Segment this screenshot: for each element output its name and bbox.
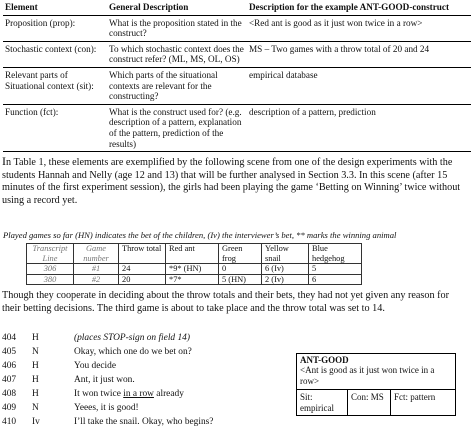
transcript-line bbox=[2, 403, 139, 415]
utterance-before: It won twice bbox=[74, 389, 124, 399]
utterance: You decide bbox=[74, 361, 117, 371]
table-caption: Played games so far (HN) indicates the bet of the children, (Iv) the interviewer’s bet, ** marks the winning animal bbox=[3, 230, 397, 240]
cell-yellow-snail: 6 (Iv) bbox=[262, 264, 309, 275]
table-header bbox=[27, 244, 362, 264]
cell-red-ant: *9* (HN) bbox=[166, 264, 219, 275]
construct-description: <Ant is good as it just won twice in a row> bbox=[300, 365, 435, 386]
table-row bbox=[3, 104, 471, 151]
header-game-number: Game number bbox=[74, 244, 119, 264]
cell-blue-hedgehog: 5 bbox=[309, 264, 362, 275]
cell-element: Relevant parts of Situational context (sit): bbox=[3, 67, 107, 104]
utterance: Yeees, it is good! bbox=[74, 403, 139, 413]
cell-example: MS – Two games with a throw total of 20 and 24 bbox=[247, 41, 471, 67]
paragraph-context: Though they cooperate in deciding about the throw totals and their bets, they had not yet given any reason for their betting decisions. The third game is about to take place and the throw total was set to 14. bbox=[2, 290, 449, 314]
utterance: Ant, it just won. bbox=[74, 375, 135, 385]
cell-game-number: #1 bbox=[74, 264, 119, 275]
table-row bbox=[27, 264, 362, 275]
header-element: Element bbox=[3, 2, 107, 15]
speaker: N bbox=[32, 403, 39, 413]
speaker: Iv bbox=[32, 417, 40, 427]
cell-general: Which parts of the situational contexts are relevant for the constructing? bbox=[107, 67, 247, 104]
transcript-line bbox=[2, 361, 116, 373]
table-row bbox=[3, 41, 471, 67]
elements-table bbox=[3, 2, 471, 152]
line-number: 408 bbox=[2, 389, 17, 399]
cell-general: To which stochastic context does the construct refer? (ML, MS, OL, OS) bbox=[107, 41, 247, 67]
games-table bbox=[26, 243, 362, 285]
paragraph-intro-text: n Table 1, these elements are exemplified by the following scene from one of the design experiments with the students Hannah and Nelly (age 12 and 13) that will be further analysed in Section 3.3. In this scene (after 15 minutes of the first experiment session), the girls had been playing the game ‘Betting on Winning’ twice without using a record yet. bbox=[2, 157, 461, 206]
header-red-ant: Red ant bbox=[166, 244, 219, 264]
cell-general: What is the construct used for? (e.g. description of a pattern, explanation of the pattern, prediction of the results) bbox=[107, 104, 247, 151]
cell-general: What is the proposition stated in the construct? bbox=[107, 15, 247, 41]
utterance: I’ll take the snail. Okay, who begins? bbox=[74, 417, 214, 427]
speaker: N bbox=[32, 347, 39, 357]
header-general: General Description bbox=[107, 2, 247, 15]
header-blue-hedgehog: Blue hedgehog bbox=[309, 244, 362, 264]
drop-letter: I bbox=[2, 154, 6, 168]
construct-sit: Sit: empirical bbox=[300, 392, 334, 413]
utterance-after: already bbox=[153, 389, 184, 399]
speaker: H bbox=[32, 389, 39, 399]
utterance: Okay, which one do we bet on? bbox=[74, 347, 192, 357]
header-transcript-line: Transcript Line bbox=[27, 244, 74, 264]
header-green-frog: Green frog bbox=[219, 244, 262, 264]
line-number: 406 bbox=[2, 361, 17, 371]
transcript-line bbox=[2, 333, 190, 345]
line-number: 405 bbox=[2, 347, 17, 357]
construct-title: ANT-GOOD bbox=[300, 355, 349, 365]
construct-fct: Fct: pattern bbox=[390, 390, 455, 415]
table-row bbox=[3, 15, 471, 41]
utterance-underlined: in a row bbox=[123, 389, 154, 399]
line-number: 407 bbox=[2, 375, 17, 385]
speaker: H bbox=[32, 375, 39, 385]
cell-red-ant: *7* bbox=[166, 274, 219, 285]
cell-example: description of a pattern, prediction bbox=[247, 104, 471, 151]
construct-box bbox=[296, 353, 456, 416]
line-number: 404 bbox=[2, 333, 17, 343]
cell-transcript-line: 306 bbox=[27, 264, 74, 275]
transcript-line bbox=[2, 347, 192, 359]
table-row bbox=[27, 274, 362, 285]
cell-yellow-snail: 2 (Iv) bbox=[262, 274, 309, 285]
table-row bbox=[3, 67, 471, 104]
cell-example: <Red ant is good as it just won twice in a row> bbox=[247, 15, 471, 41]
cell-game-number: #2 bbox=[74, 274, 119, 285]
paragraph-intro bbox=[2, 155, 470, 207]
cell-element: Proposition (prop): bbox=[3, 15, 107, 41]
cell-blue-hedgehog: 6 bbox=[309, 274, 362, 285]
construct-con: Con: MS bbox=[347, 390, 390, 415]
cell-element: Stochastic context (con): bbox=[3, 41, 107, 67]
construct-attributes bbox=[297, 389, 455, 415]
table-header bbox=[3, 2, 471, 15]
cell-throw-total: 20 bbox=[119, 274, 166, 285]
line-number: 410 bbox=[2, 417, 17, 427]
transcript-line bbox=[2, 389, 184, 401]
cell-green-frog: 5 (HN) bbox=[219, 274, 262, 285]
speaker: H bbox=[32, 361, 39, 371]
transcript-line bbox=[2, 417, 213, 429]
cell-throw-total: 24 bbox=[119, 264, 166, 275]
cell-example: empirical database bbox=[247, 67, 471, 104]
header-example: Description for the example ANT-GOOD-construct bbox=[247, 2, 471, 15]
line-number: 409 bbox=[2, 403, 17, 413]
header-throw-total: Throw total bbox=[119, 244, 166, 264]
speaker: H bbox=[32, 333, 39, 343]
cell-transcript-line: 380 bbox=[27, 274, 74, 285]
header-yellow-snail: Yellow snail bbox=[262, 244, 309, 264]
cell-green-frog: 0 bbox=[219, 264, 262, 275]
cell-element: Function (fct): bbox=[3, 104, 107, 151]
utterance: (places STOP-sign on field 14) bbox=[74, 333, 190, 343]
transcript-line bbox=[2, 375, 135, 387]
